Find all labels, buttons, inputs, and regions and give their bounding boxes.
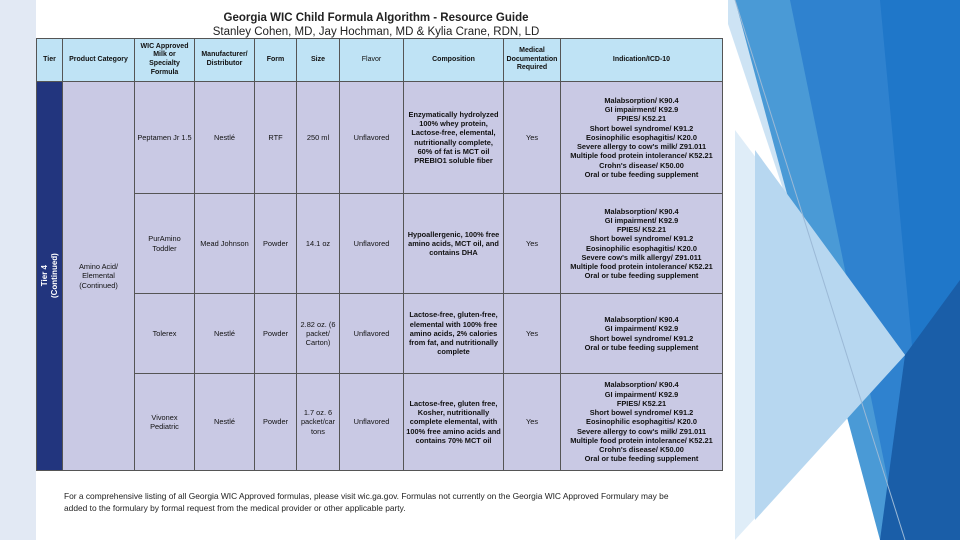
header-medical-doc: Medical Documentation Required [504,39,561,82]
tier-label-line1: Tier 4 [39,265,49,287]
header-wic-approved: WIC Approved Milk or Specialty Formula [135,39,195,82]
flavor: Unflavored [340,294,404,374]
indication-line: Severe allergy to cow's milk/ Z91.011 [576,426,707,436]
indication-line: Short bowel syndrome/ K91.2 [589,234,694,244]
indication-line: Severe cow's milk allergy/ Z91.011 [581,252,702,262]
medical-doc: Yes [504,82,561,194]
composition: Lactose-free, gluten free, Kosher, nutritionally complete elemental, with 100% free amino acids and contains 70% MCT oil [404,374,504,471]
composition: Lactose-free, gluten-free, elemental with 100% free amino acids, 2% calories from fat, and nutritionally complete [404,294,504,374]
tier-label [40,254,59,299]
indication-line: Eosinophilic esophagitis/ K20.0 [586,132,697,142]
composition: Enzymatically hydrolyzed 100% whey protein, Lactose-free, elemental, nutritionally complete, 60% of fat is MCT oil PREBIO1 soluble fiber [404,82,504,194]
header-size: Size [297,39,340,82]
table-header-row [37,39,723,82]
indication-line: Multiple food protein intolerance/ K52.21 [570,435,713,445]
indication-line: Multiple food protein intolerance/ K52.21 [570,262,713,271]
table-row [37,294,723,374]
indication-line: GI impairment/ K92.9 [604,105,679,115]
left-gutter-band [0,0,36,540]
indication-line: Crohn's disease/ K50.00 [599,445,684,455]
indication-line: FPIES/ K52.21 [616,225,667,234]
medical-doc: Yes [504,194,561,294]
indication-line: Oral or tube feeding supplement [584,342,699,352]
indications [561,374,723,471]
size: 1.7 oz. 6 packet/car tons [297,374,340,471]
formula-name: Tolerex [135,294,195,374]
manufacturer: Nestlé [195,82,255,194]
indication-line: Crohn's disease/ K50.00 [599,160,684,170]
product-category-cell: Amino Acid/ Elemental (Continued) [63,82,135,471]
footer-note: For a comprehensive listing of all Georgia WIC Approved formulas, please visit wic.ga.gov. Formulas not currently on the Georgia WIC Approved Formulary may be added to the formulary by formal request from the medical provider or other applicable party. [64,491,669,514]
flavor: Unflavored [340,374,404,471]
header-tier: Tier [37,39,63,82]
size: 250 ml [297,82,340,194]
indication-line: Short bowel syndrome/ K91.2 [589,408,694,418]
flavor: Unflavored [340,82,404,194]
header-flavor: Flavor [340,39,404,82]
size: 14.1 oz [297,194,340,294]
formula-name: Peptamen Jr 1.5 [135,82,195,194]
size: 2.82 oz. (6 packet/ Carton) [297,294,340,374]
indication-line: Oral or tube feeding supplement [584,454,699,464]
indications [561,294,723,374]
indication-line: GI impairment/ K92.9 [604,324,679,334]
medical-doc: Yes [504,374,561,471]
document-title: Georgia WIC Child Formula Algorithm - Resource Guide [223,12,529,24]
indication-line: FPIES/ K52.21 [616,398,667,408]
medical-doc: Yes [504,294,561,374]
indication-line: Malabsorption/ K90.4 [604,95,679,105]
tier-label-line2: (Continued) [49,253,59,299]
flavor: Unflavored [340,194,404,294]
manufacturer: Nestlé [195,374,255,471]
form: Powder [255,374,297,471]
table-row [37,82,723,194]
document-authors: Stanley Cohen, MD, Jay Hochman, MD & Kylia Crane, RDN, LD [212,26,540,38]
manufacturer: Mead Johnson [195,194,255,294]
indication-line: Eosinophilic esophagitis/ K20.0 [586,417,697,427]
indication-line: GI impairment/ K92.9 [604,215,679,225]
indication-line: Eosinophilic esophagitis/ K20.0 [586,243,697,253]
indication-line: Oral or tube feeding supplement [584,169,699,179]
formula-table [36,38,723,471]
table-row [37,194,723,294]
manufacturer: Nestlé [195,294,255,374]
header-indication: Indication/ICD-10 [561,39,723,82]
indications [561,194,723,294]
form: Powder [255,194,297,294]
indications [561,82,723,194]
header-form: Form [255,39,297,82]
form: RTF [255,82,297,194]
tier-label-cell [37,82,63,471]
indication-line: Oral or tube feeding supplement [584,271,699,281]
indication-line: Short bowel syndrome/ K91.2 [589,333,694,343]
formula-name: PurAmino Toddler [135,194,195,294]
header-product-category: Product Category [63,39,135,82]
indication-line: Malabsorption/ K90.4 [604,380,679,390]
form: Powder [255,294,297,374]
header-composition: Composition [404,39,504,82]
table-row [37,374,723,471]
formula-name: Vivonex Pediatric [135,374,195,471]
composition: Hypoallergenic, 100% free amino acids, MCT oil, and contains DHA [404,194,504,294]
indication-line: GI impairment/ K92.9 [604,389,679,399]
indication-line: FPIES/ K52.21 [616,114,667,124]
indication-line: Malabsorption/ K90.4 [604,315,679,324]
indication-line: Severe allergy to cow's milk/ Z91.011 [576,142,707,152]
indication-line: Short bowel syndrome/ K91.2 [589,123,694,133]
header-manufacturer: Manufacturer/ Distributor [195,39,255,82]
indication-line: Multiple food protein intolerance/ K52.21 [570,151,713,161]
indication-line: Malabsorption/ K90.4 [604,206,679,216]
